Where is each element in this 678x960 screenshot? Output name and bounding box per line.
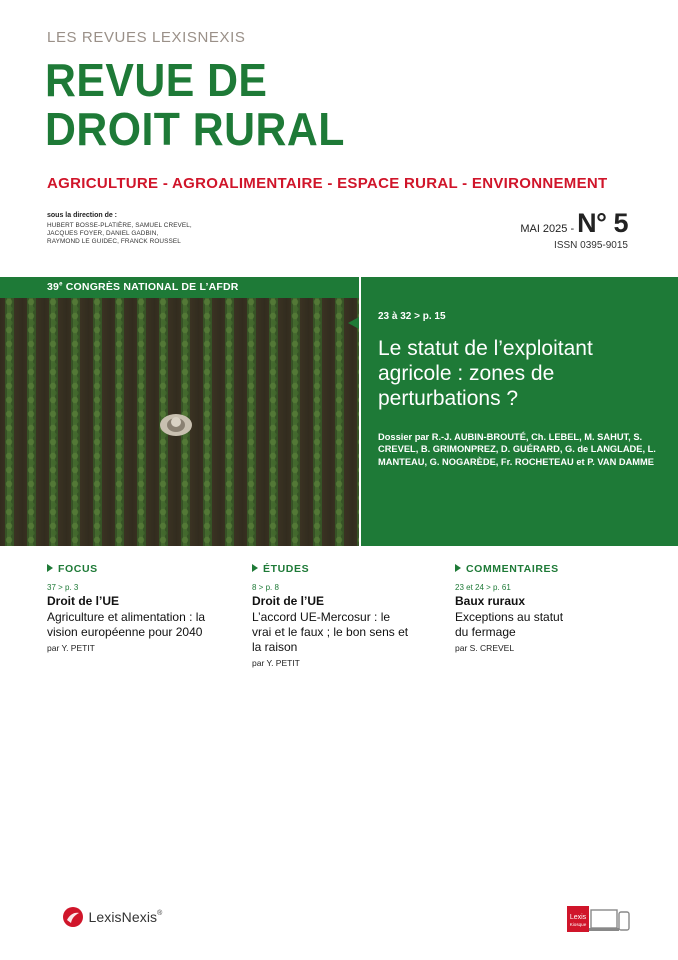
directors-line: RAYMOND LE GUIDEC, FRANCK ROUSSEL — [47, 238, 181, 246]
journal-subtitle: AGRICULTURE - AGROALIMENTAIRE - ESPACE RURAL - ENVIRONNEMENT — [47, 175, 608, 192]
kiosk-line-2: Kiosque — [569, 922, 587, 927]
feature-page-ref: 23 à 32 > p. 15 — [378, 311, 446, 322]
section-heading: COMMENTAIRES — [455, 563, 640, 575]
triangle-icon — [455, 564, 461, 572]
congress-number: 39 — [47, 281, 60, 293]
section-author: par S. CREVEL — [455, 643, 515, 653]
lexisnexis-emblem-icon — [62, 906, 84, 928]
triangle-icon — [252, 564, 258, 572]
section-etudes — [252, 563, 437, 668]
section-author: par Y. PETIT — [47, 643, 95, 653]
devices-icon — [567, 904, 633, 934]
triangle-icon — [47, 564, 53, 572]
section-title: L’accord UE-Mercosur : le vrai et le faux ; le bon sens et la raison — [252, 610, 409, 654]
feature-title: Le statut de l’exploitant agricole : zones de perturbations ? — [378, 337, 593, 410]
directors-list — [47, 222, 192, 247]
kiosk-line-1: Lexis — [569, 914, 587, 921]
section-commentaires — [455, 563, 640, 653]
section-heading: FOCUS — [47, 563, 232, 575]
section-ref: 23 et 24 > p. 61 — [455, 583, 511, 592]
section-title: Exceptions au statut du fermage — [455, 610, 564, 639]
series-label: LES REVUES LEXISNEXIS — [47, 29, 246, 46]
section-ref: 37 > p. 3 — [47, 583, 79, 592]
section-rubric: Baux ruraux — [455, 594, 526, 608]
direction-label: sous la direction de : — [47, 212, 118, 219]
lexis-kiosque-badge — [567, 904, 633, 939]
journal-title-line-2: DROIT RURAL — [45, 103, 345, 155]
congress-label — [47, 281, 239, 293]
issue-info — [520, 208, 628, 239]
journal-title — [45, 56, 345, 154]
journal-title-line-1: REVUE DE — [45, 54, 268, 106]
issn: ISSN 0395-9015 — [554, 240, 628, 251]
trademark-mark: ® — [157, 909, 163, 917]
directors-line: HUBERT BOSSE-PLATIÈRE, SAMUEL CREVEL, — [47, 222, 192, 229]
band-divider — [359, 277, 361, 546]
feature-authors: Dossier par R.-J. AUBIN-BROUTÉ, Ch. LEBEL, M. SAHUT, S. CREVEL, B. GRIMONPREZ, D. GUÉRARD, G. de LANGLADE, L. MANTEAU, G. NOGARÈDE, Fr. ROCHETEAU et P. VAN DAMME — [378, 432, 656, 467]
pointer-notch — [348, 317, 359, 329]
publisher-name: LexisNexis — [88, 909, 158, 925]
section-rubric: Droit de l’UE — [47, 594, 120, 608]
section-focus — [47, 563, 232, 653]
section-author: par Y. PETIT — [252, 658, 300, 668]
section-heading: ÉTUDES — [252, 563, 437, 575]
section-rubric: Droit de l’UE — [252, 594, 325, 608]
field-photo — [0, 298, 359, 546]
lexisnexis-logo — [62, 906, 162, 930]
congress-name: CONGRÈS NATIONAL DE L’AFDR — [62, 281, 239, 293]
issue-number: N° 5 — [577, 208, 628, 238]
section-ref: 8 > p. 8 — [252, 583, 279, 592]
congress-ordinal: e — [59, 281, 63, 288]
farmer-figure — [160, 414, 192, 436]
section-title: Agriculture et alimentation : la vision européenne pour 2040 — [47, 610, 206, 639]
directors-line: JACQUES FOYER, DANIEL GADBIN, — [47, 230, 159, 238]
issue-date: MAI 2025 - — [520, 223, 578, 235]
